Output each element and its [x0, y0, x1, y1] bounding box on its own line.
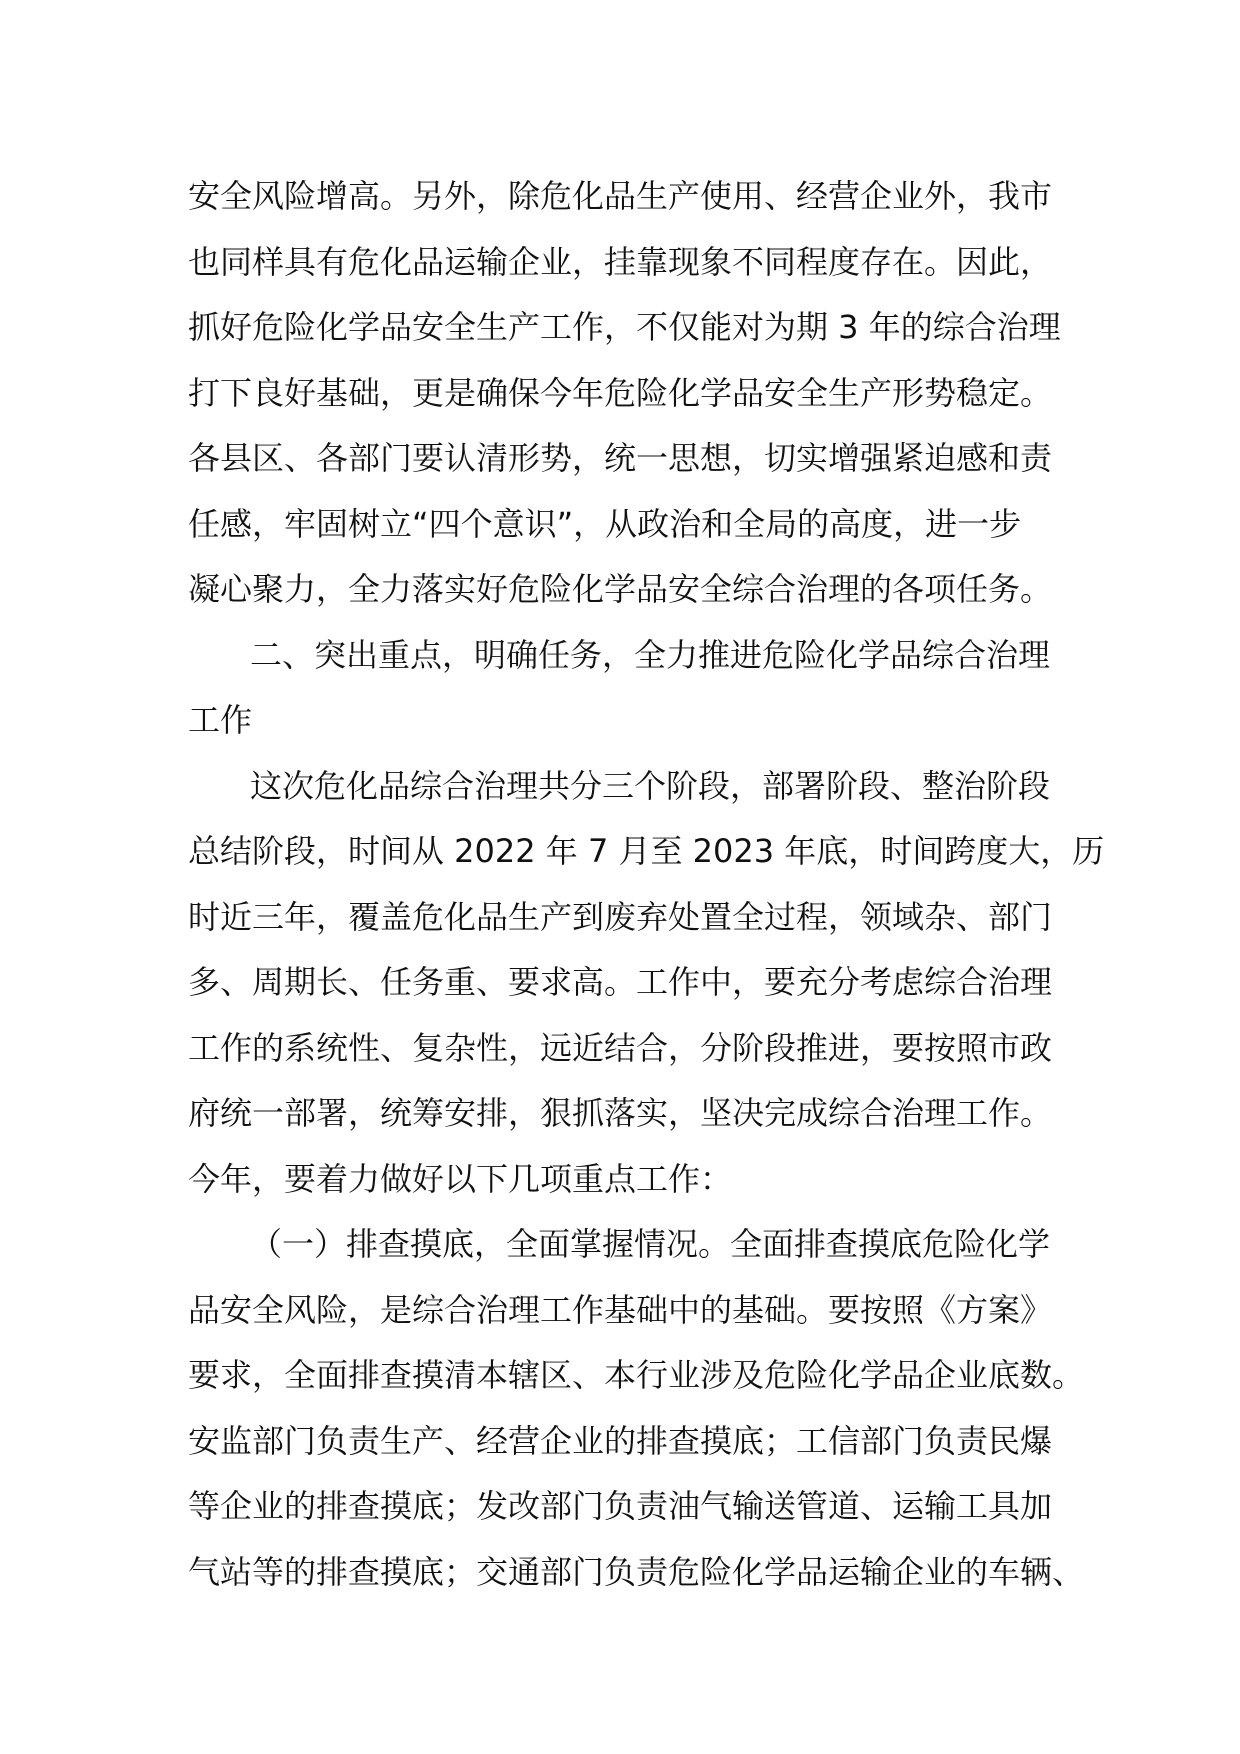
- text-line: 多、周期长、任务重、要求高。工作中，要充分考虑综合治理: [188, 963, 1053, 1001]
- text-line: 气站等的排查摸底；交通部门负责危险化学品运输企业的车辆、: [188, 1552, 1085, 1591]
- text-line: 工作的系统性、复杂性，远近结合，分阶段推进，要按照市政: [188, 1028, 1053, 1067]
- text-line: 各县区、各部门要认清形势，统一思想，切实增强紧迫感和责: [188, 439, 1053, 477]
- text-line: 任感，牢固树立“四个意识”，从政治和全局的高度，进一步: [188, 504, 1022, 543]
- text-line: 等企业的排查摸底；发改部门负责油气输送管道、运输工具加: [188, 1487, 1053, 1525]
- text-line: 安全风险增高。另外，除危化品生产使用、经营企业外，我市: [188, 177, 1053, 215]
- text-line: 府统一部署，统筹安排，狠抓落实，坚决完成综合治理工作。: [188, 1094, 1053, 1132]
- text-line: 打下良好基础，更是确保今年危险化学品安全生产形势稳定。: [188, 373, 1053, 412]
- text-line: 也同样具有危化品运输企业，挂靠现象不同程度存在。因此，: [188, 242, 1053, 281]
- text-line: 时近三年，覆盖危化品生产到废弃处置全过程，领域杂、部门: [188, 897, 1053, 936]
- text-line: 总结阶段，时间从 2022 年 7 月至 2023 年底，时间跨度大，历: [188, 832, 1105, 870]
- text-line: 品安全风险，是综合治理工作基础中的基础。要按照《方案》: [188, 1290, 1053, 1329]
- text-line: 今年，要着力做好以下几项重点工作：: [188, 1159, 733, 1198]
- subsection-line: （一）排查摸底，全面掌握情况。全面排查摸底危险化学: [250, 1225, 1051, 1263]
- section-heading-line: 工作: [188, 701, 253, 739]
- text-line: 安监部门负责生产、经营企业的排查摸底；工信部门负责民爆: [188, 1421, 1053, 1460]
- text-line: 这次危化品综合治理共分三个阶段，部署阶段、整治阶段: [250, 766, 1051, 805]
- text-line: 凝心聚力，全力落实好危险化学品安全综合治理的各项任务。: [188, 570, 1053, 608]
- document-body: [188, 164, 1105, 1605]
- text-line: 抓好危险化学品安全生产工作，不仅能对为期 3 年的综合治理: [188, 308, 1061, 346]
- section-heading-line: 二、突出重点，明确任务，全力推进危险化学品综合治理: [250, 635, 1051, 674]
- text-line: 要求，全面排查摸清本辖区、本行业涉及危险化学品企业底数。: [188, 1356, 1085, 1394]
